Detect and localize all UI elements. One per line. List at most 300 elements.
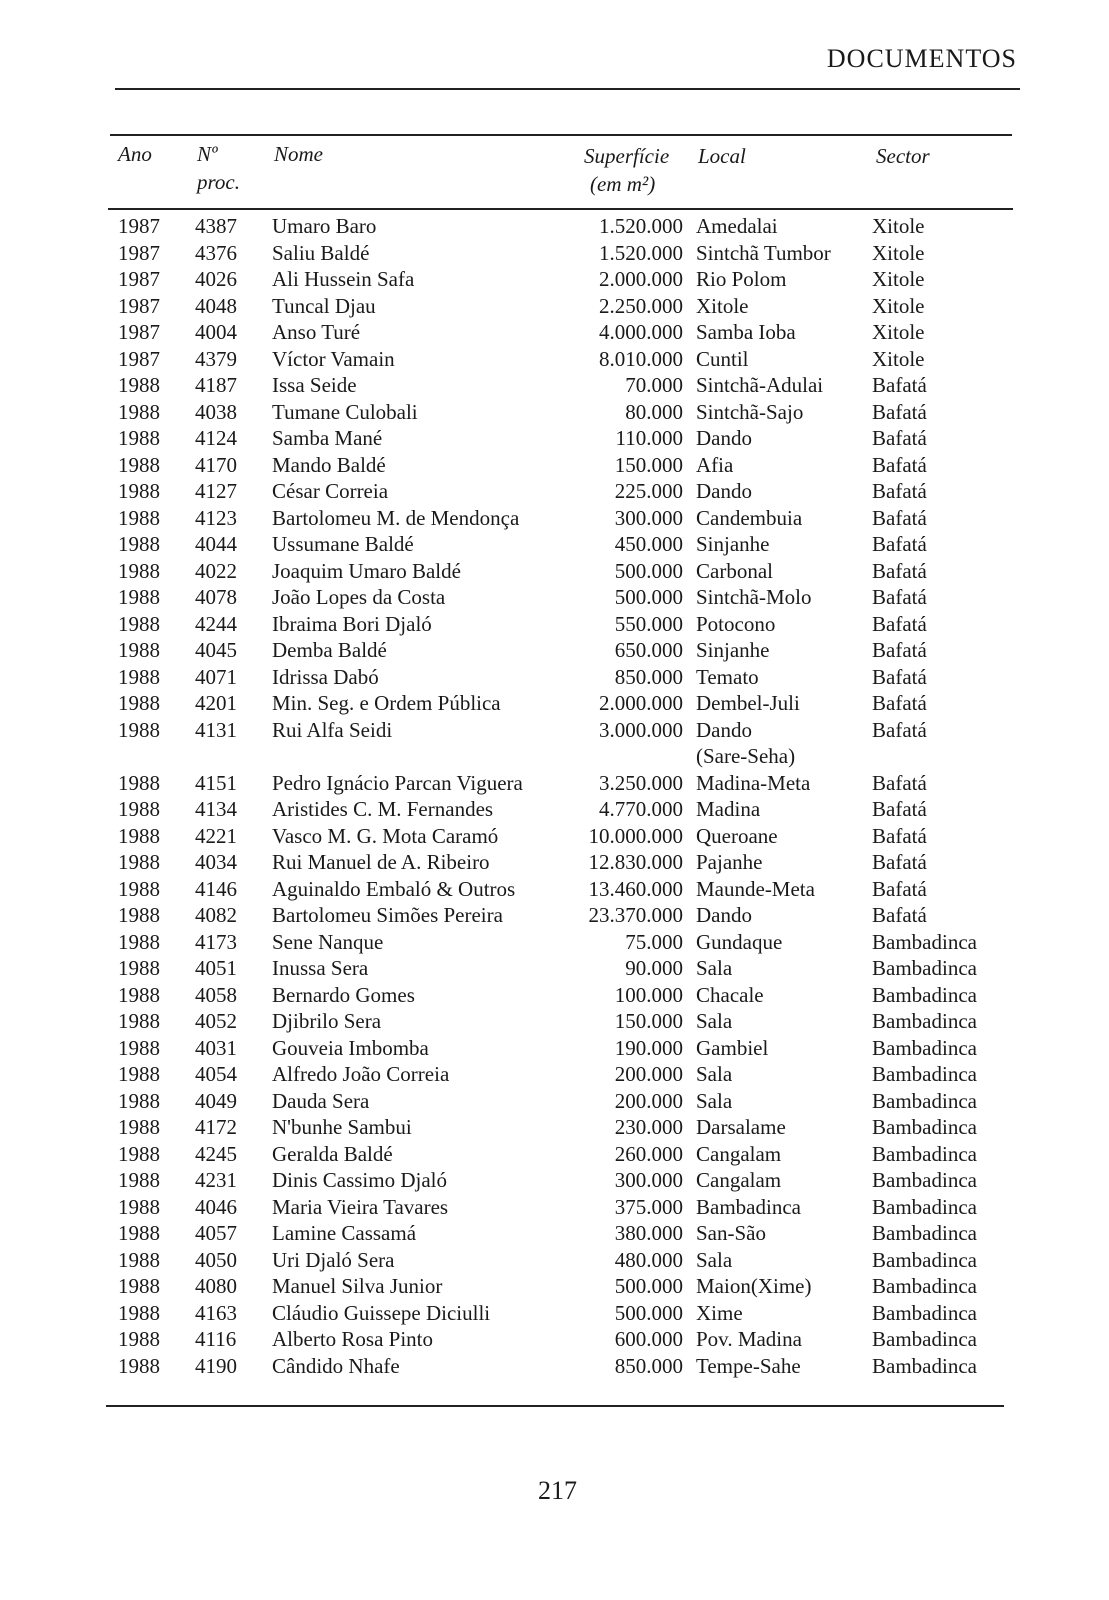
cell-ano: 1988 (118, 982, 160, 1007)
cell-ano: 1988 (118, 850, 160, 874)
cell-nome: Geralda Baldé (272, 1141, 393, 1166)
table-row (0, 982, 1109, 1009)
cell-local: Amedalai (696, 214, 778, 238)
col-header-superficie-line2: (em m²) (590, 172, 656, 196)
cell-proc: 4050 (195, 1247, 237, 1272)
cell-superficie: 75.000 (625, 929, 683, 954)
cell-nome: Samba Mané (272, 426, 383, 450)
cell-ano: 1988 (118, 797, 160, 821)
table-row (0, 1247, 1109, 1274)
cell-nome: Ibraima Bori Djaló (272, 611, 432, 636)
cell-proc: 4163 (195, 1300, 237, 1325)
cell-proc: 4187 (195, 373, 237, 397)
cell-proc: 4116 (195, 1327, 237, 1351)
table-row (0, 1300, 1109, 1327)
cell-ano: 1988 (118, 664, 160, 689)
table-top-rule (110, 134, 1012, 136)
cell-nome: N'bunhe Sambui (272, 1115, 412, 1139)
cell-proc: 4244 (195, 611, 237, 636)
cell-local: Queroane (696, 823, 778, 848)
table-row (0, 876, 1109, 903)
cell-superficie: 110.000 (615, 426, 683, 450)
cell-ano: 1988 (118, 1327, 160, 1351)
cell-ano: 1988 (118, 770, 160, 795)
cell-sector: Bambadinca (872, 1168, 977, 1192)
cell-ano: 1987 (118, 346, 160, 371)
cell-proc: 4026 (195, 267, 237, 291)
table-row (0, 611, 1109, 638)
cell-ano: 1988 (118, 903, 160, 927)
cell-proc: 4022 (195, 558, 237, 583)
cell-sector: Bambadinca (872, 982, 977, 1007)
cell-local: Maunde-Meta (696, 876, 815, 901)
table-row (0, 584, 1109, 611)
cell-proc: 4245 (195, 1141, 237, 1166)
cell-sector: Bambadinca (872, 1274, 977, 1298)
cell-proc: 4127 (195, 479, 237, 503)
cell-sector: Bambadinca (872, 956, 977, 980)
cell-sector: Bambadinca (872, 1300, 977, 1325)
table-row (0, 1061, 1109, 1088)
table-row (0, 346, 1109, 373)
cell-proc: 4170 (195, 452, 237, 477)
cell-local: Sala (696, 1088, 733, 1113)
cell-local: Sala (696, 1062, 733, 1086)
cell-local: Madina-Meta (696, 770, 811, 795)
header-bottom-rule (108, 208, 1013, 210)
cell-ano: 1988 (118, 691, 160, 715)
cell-nome: Bartolomeu Simões Pereira (272, 903, 503, 927)
cell-nome: Rui Alfa Seidi (272, 717, 393, 742)
cell-sector: Bafatá (872, 373, 927, 397)
cell-sector: Bafatá (872, 717, 927, 742)
cell-nome: Pedro Ignácio Parcan Viguera (272, 770, 523, 795)
cell-sector: Bafatá (872, 850, 927, 874)
cell-nome: Issa Seide (272, 373, 357, 397)
col-header-superficie-line1: Superfície (584, 144, 670, 168)
cell-nome: Uri Djaló Sera (272, 1247, 395, 1272)
cell-sector: Bafatá (872, 585, 927, 609)
cell-local: San-São (696, 1221, 766, 1245)
cell-sector: Xitole (872, 293, 925, 318)
cell-superficie: 23.370.000 (588, 903, 683, 927)
cell-proc: 4057 (195, 1221, 237, 1245)
cell-ano: 1988 (118, 505, 160, 530)
cell-sector: Bafatá (872, 532, 927, 556)
cell-ano: 1988 (118, 585, 160, 609)
cell-local: Chacale (696, 982, 764, 1007)
cell-superficie: 2.000.000 (599, 267, 683, 291)
cell-nome: Lamine Cassamá (272, 1221, 417, 1245)
cell-superficie: 500.000 (614, 1300, 683, 1325)
cell-superficie: 450.000 (614, 532, 683, 556)
cell-ano: 1987 (118, 214, 160, 238)
cell-sector: Bambadinca (872, 1009, 977, 1033)
cell-superficie: 1.520.000 (599, 240, 683, 265)
cell-ano: 1987 (118, 240, 160, 265)
cell-superficie: 190.000 (614, 1035, 683, 1060)
col-header-proc-line2: proc. (197, 170, 240, 194)
cell-nome: Dinis Cassimo Djaló (272, 1168, 448, 1192)
cell-superficie: 480.000 (614, 1247, 683, 1272)
table-row (0, 690, 1109, 717)
cell-nome: Alberto Rosa Pinto (272, 1327, 433, 1351)
cell-proc: 4071 (195, 664, 237, 689)
cell-local: Afia (696, 452, 734, 477)
cell-nome: Aristides C. M. Fernandes (272, 797, 494, 821)
table-row (0, 1220, 1109, 1247)
table-row (0, 929, 1109, 956)
cell-superficie: 4.000.000 (599, 320, 683, 344)
cell-ano: 1988 (118, 373, 160, 397)
cell-proc: 4045 (195, 638, 237, 662)
cell-superficie: 13.460.000 (588, 876, 683, 901)
table-row (0, 1008, 1109, 1035)
cell-sector: Bafatá (872, 903, 927, 927)
cell-nome: Djibrilo Sera (272, 1009, 382, 1033)
cell-sector: Bafatá (872, 691, 927, 715)
cell-nome: Bernardo Gomes (272, 982, 415, 1007)
cell-sector: Bambadinca (872, 1247, 977, 1272)
cell-superficie: 300.000 (614, 505, 683, 530)
cell-superficie: 500.000 (614, 585, 683, 609)
cell-nome: Ussumane Baldé (272, 532, 414, 556)
cell-nome: Inussa Sera (272, 956, 369, 980)
cell-nome: Tuncal Djau (272, 293, 376, 318)
cell-proc: 4124 (195, 426, 237, 450)
cell-ano: 1988 (118, 532, 160, 556)
cell-sector: Bafatá (872, 399, 927, 424)
cell-proc: 4052 (195, 1009, 237, 1033)
cell-superficie: 100.000 (614, 982, 683, 1007)
cell-proc: 4038 (195, 399, 237, 424)
table-row (0, 266, 1109, 293)
cell-ano: 1988 (118, 823, 160, 848)
cell-nome: Idrissa Dabó (272, 664, 379, 689)
cell-superficie: 200.000 (614, 1062, 683, 1086)
cell-ano: 1988 (118, 1194, 160, 1219)
table-row (0, 505, 1109, 532)
table-row (0, 1035, 1109, 1062)
cell-superficie: 2.000.000 (599, 691, 683, 715)
cell-nome: Maria Vieira Tavares (272, 1194, 449, 1219)
col-header-proc (197, 140, 240, 196)
cell-ano: 1988 (118, 1247, 160, 1272)
cell-local: Carbonal (696, 558, 773, 583)
cell-local: Maion(Xime) (696, 1274, 812, 1298)
running-head: DOCUMENTOS (826, 44, 1017, 73)
cell-nome: Mando Baldé (272, 452, 386, 477)
cell-nome: César Correia (272, 479, 389, 503)
table-row (0, 213, 1109, 240)
cell-local: Potocono (696, 611, 776, 636)
col-header-proc-line1: Nº (197, 142, 218, 166)
table-row (0, 1326, 1109, 1353)
cell-ano: 1988 (118, 1035, 160, 1060)
cell-ano: 1988 (118, 399, 160, 424)
table-row (0, 531, 1109, 558)
cell-superficie: 90.000 (625, 956, 683, 980)
cell-sector: Bafatá (872, 638, 927, 662)
cell-sector: Bambadinca (872, 1221, 977, 1245)
table-row (0, 664, 1109, 691)
cell-proc: 4151 (195, 770, 237, 795)
cell-local: Rio Polom (696, 267, 787, 291)
cell-superficie: 1.520.000 (599, 214, 683, 238)
cell-superficie: 3.250.000 (599, 770, 683, 795)
cell-proc: 4051 (195, 956, 237, 980)
cell-nome: Cândido Nhafe (272, 1353, 400, 1378)
cell-nome: Vasco M. G. Mota Caramó (272, 823, 499, 848)
cell-superficie: 380.000 (614, 1221, 683, 1245)
cell-ano: 1988 (118, 1141, 160, 1166)
cell-ano: 1988 (118, 1009, 160, 1033)
cell-ano: 1988 (118, 876, 160, 901)
cell-superficie: 650.000 (614, 638, 683, 662)
cell-sector: Bambadinca (872, 1353, 977, 1378)
cell-local: Dando (696, 479, 752, 503)
cell-superficie: 70.000 (625, 373, 683, 397)
cell-local: Cangalam (696, 1141, 782, 1166)
cell-nome: Sene Nanque (272, 929, 384, 954)
cell-proc: 4049 (195, 1088, 237, 1113)
table-row (0, 425, 1109, 452)
cell-nome: Demba Baldé (272, 638, 387, 662)
cell-sector: Xitole (872, 346, 925, 371)
cell-local: Gambiel (696, 1035, 769, 1060)
cell-local: Sintchã-Molo (696, 585, 812, 609)
cell-nome: Joaquim Umaro Baldé (272, 558, 461, 583)
cell-superficie: 4.770.000 (599, 797, 683, 821)
table-row (0, 319, 1109, 346)
cell-ano: 1987 (118, 320, 160, 344)
cell-local: Sintchã-Sajo (696, 399, 804, 424)
cell-proc: 4082 (195, 903, 237, 927)
cell-proc: 4078 (195, 585, 237, 609)
cell-local: Dando (696, 903, 752, 927)
cell-superficie: 850.000 (614, 664, 683, 689)
cell-nome: Cláudio Guissepe Diciulli (272, 1300, 491, 1325)
cell-ano: 1988 (118, 426, 160, 450)
cell-proc: 4046 (195, 1194, 237, 1219)
cell-nome: Alfredo João Correia (272, 1062, 450, 1086)
cell-ano: 1988 (118, 638, 160, 662)
cell-nome: Bartolomeu M. de Mendonça (272, 505, 520, 530)
table-row (0, 1114, 1109, 1141)
cell-sector: Bambadinca (872, 1194, 977, 1219)
cell-local: Gundaque (696, 929, 783, 954)
cell-nome: Manuel Silva Junior (272, 1274, 443, 1298)
col-header-local: Local (698, 144, 746, 168)
cell-sector: Bafatá (872, 479, 927, 503)
cell-ano: 1988 (118, 717, 160, 742)
cell-local: Madina (696, 797, 761, 821)
cell-proc: 4173 (195, 929, 237, 954)
cell-superficie: 150.000 (614, 452, 683, 477)
table-row (0, 849, 1109, 876)
cell-sector: Bafatá (872, 452, 927, 477)
cell-proc: 4201 (195, 691, 237, 715)
cell-local: Pajanhe (696, 850, 763, 874)
table-row (0, 637, 1109, 664)
cell-local: Tempe-Sahe (696, 1353, 801, 1378)
table-row (0, 452, 1109, 479)
cell-ano: 1988 (118, 611, 160, 636)
cell-superficie: 300.000 (614, 1168, 683, 1192)
cell-proc: 4123 (195, 505, 237, 530)
cell-local: Xitole (696, 293, 749, 318)
col-header-nome: Nome (274, 142, 323, 166)
cell-superficie: 850.000 (614, 1353, 683, 1378)
table-row (0, 240, 1109, 267)
table-bottom-rule (106, 1405, 1004, 1407)
cell-ano: 1987 (118, 293, 160, 318)
cell-sector: Bafatá (872, 505, 927, 530)
cell-local: Darsalame (696, 1115, 786, 1139)
col-header-superficie (584, 142, 669, 198)
cell-local: Temato (696, 664, 759, 689)
cell-sector: Bambadinca (872, 1088, 977, 1113)
cell-ano: 1988 (118, 1221, 160, 1245)
cell-nome: Aguinaldo Embaló & Outros (272, 876, 516, 901)
cell-superficie: 80.000 (625, 399, 683, 424)
cell-sector: Bafatá (872, 823, 927, 848)
table-row (0, 399, 1109, 426)
cell-nome: Min. Seg. e Ordem Pública (272, 691, 501, 715)
cell-local: Dando (696, 426, 752, 450)
cell-sector: Bambadinca (872, 1115, 977, 1139)
col-header-sector: Sector (876, 144, 930, 168)
header-rule (115, 88, 1020, 90)
cell-sector: Bafatá (872, 426, 927, 450)
cell-local: Sala (696, 1009, 733, 1033)
cell-proc: 4131 (195, 717, 237, 742)
cell-proc: 4190 (195, 1353, 237, 1378)
cell-sector: Bambadinca (872, 1141, 977, 1166)
table-row (0, 1273, 1109, 1300)
cell-nome: Saliu Baldé (272, 240, 370, 265)
cell-superficie: 260.000 (614, 1141, 683, 1166)
table-row (0, 902, 1109, 929)
cell-nome: Víctor Vamain (272, 346, 395, 371)
cell-superficie: 375.000 (614, 1194, 683, 1219)
cell-local: Cuntil (696, 346, 749, 371)
cell-superficie: 225.000 (614, 479, 683, 503)
page-number: 217 (538, 1476, 577, 1505)
cell-sector: Xitole (872, 214, 925, 238)
cell-ano: 1988 (118, 929, 160, 954)
cell-superficie: 8.010.000 (599, 346, 683, 371)
cell-local: Sinjanhe (696, 532, 770, 556)
cell-local: Sintchã-Adulai (696, 373, 824, 397)
cell-ano: 1988 (118, 1168, 160, 1192)
cell-sector: Bambadinca (872, 929, 977, 954)
cell-nome: Tumane Culobali (272, 399, 418, 424)
cell-superficie: 500.000 (614, 1274, 683, 1298)
table-row (0, 1088, 1109, 1115)
cell-nome: Umaro Baro (272, 214, 377, 238)
cell-ano: 1988 (118, 956, 160, 980)
cell-local: Dando (Sare-Seha) (696, 717, 796, 768)
table-row (0, 1167, 1109, 1194)
table-row (0, 558, 1109, 585)
table-row (0, 1353, 1109, 1380)
cell-local: Sinjanhe (696, 638, 770, 662)
cell-ano: 1988 (118, 452, 160, 477)
table-row (0, 717, 1109, 770)
cell-local: Xime (696, 1300, 743, 1325)
cell-proc: 4231 (195, 1168, 237, 1192)
cell-nome: Anso Turé (272, 320, 361, 344)
cell-superficie: 230.000 (614, 1115, 683, 1139)
cell-proc: 4146 (195, 876, 237, 901)
table-row (0, 372, 1109, 399)
cell-superficie: 150.000 (614, 1009, 683, 1033)
cell-proc: 4221 (195, 823, 237, 848)
cell-proc: 4044 (195, 532, 237, 556)
cell-nome: Dauda Sera (272, 1088, 370, 1113)
cell-superficie: 3.000.000 (599, 717, 683, 742)
cell-sector: Bafatá (872, 611, 927, 636)
cell-proc: 4080 (195, 1274, 237, 1298)
table-row (0, 478, 1109, 505)
cell-ano: 1988 (118, 558, 160, 583)
cell-sector: Xitole (872, 240, 925, 265)
table-row (0, 1194, 1109, 1221)
cell-sector: Xitole (872, 267, 925, 291)
cell-superficie: 500.000 (614, 558, 683, 583)
cell-sector: Xitole (872, 320, 925, 344)
cell-local: Sala (696, 956, 733, 980)
cell-local: Dembel-Juli (696, 691, 800, 715)
cell-nome: Gouveia Imbomba (272, 1035, 429, 1060)
cell-superficie: 200.000 (614, 1088, 683, 1113)
table-row (0, 955, 1109, 982)
cell-proc: 4387 (195, 214, 237, 238)
cell-proc: 4054 (195, 1062, 237, 1086)
cell-ano: 1988 (118, 1088, 160, 1113)
table-row (0, 796, 1109, 823)
cell-sector: Bambadinca (872, 1035, 977, 1060)
cell-local: Cangalam (696, 1168, 782, 1192)
cell-proc: 4031 (195, 1035, 237, 1060)
cell-superficie: 10.000.000 (588, 823, 683, 848)
cell-sector: Bafatá (872, 558, 927, 583)
cell-proc: 4004 (195, 320, 237, 344)
cell-nome: João Lopes da Costa (272, 585, 446, 609)
cell-ano: 1988 (118, 1300, 160, 1325)
cell-proc: 4134 (195, 797, 237, 821)
cell-ano: 1987 (118, 267, 160, 291)
table-row (0, 770, 1109, 797)
table-row (0, 823, 1109, 850)
cell-proc: 4376 (195, 240, 237, 265)
cell-sector: Bafatá (872, 797, 927, 821)
table-row (0, 1141, 1109, 1168)
cell-sector: Bafatá (872, 876, 927, 901)
cell-superficie: 600.000 (614, 1327, 683, 1351)
cell-ano: 1988 (118, 1353, 160, 1378)
cell-local: Bambadinca (696, 1194, 801, 1219)
cell-proc: 4172 (195, 1115, 237, 1139)
cell-superficie: 550.000 (614, 611, 683, 636)
cell-superficie: 2.250.000 (599, 293, 683, 318)
cell-local: Sintchã Tumbor (696, 240, 831, 265)
cell-sector: Bafatá (872, 664, 927, 689)
table-row (0, 293, 1109, 320)
cell-proc: 4048 (195, 293, 237, 318)
cell-nome: Ali Hussein Safa (272, 267, 415, 291)
